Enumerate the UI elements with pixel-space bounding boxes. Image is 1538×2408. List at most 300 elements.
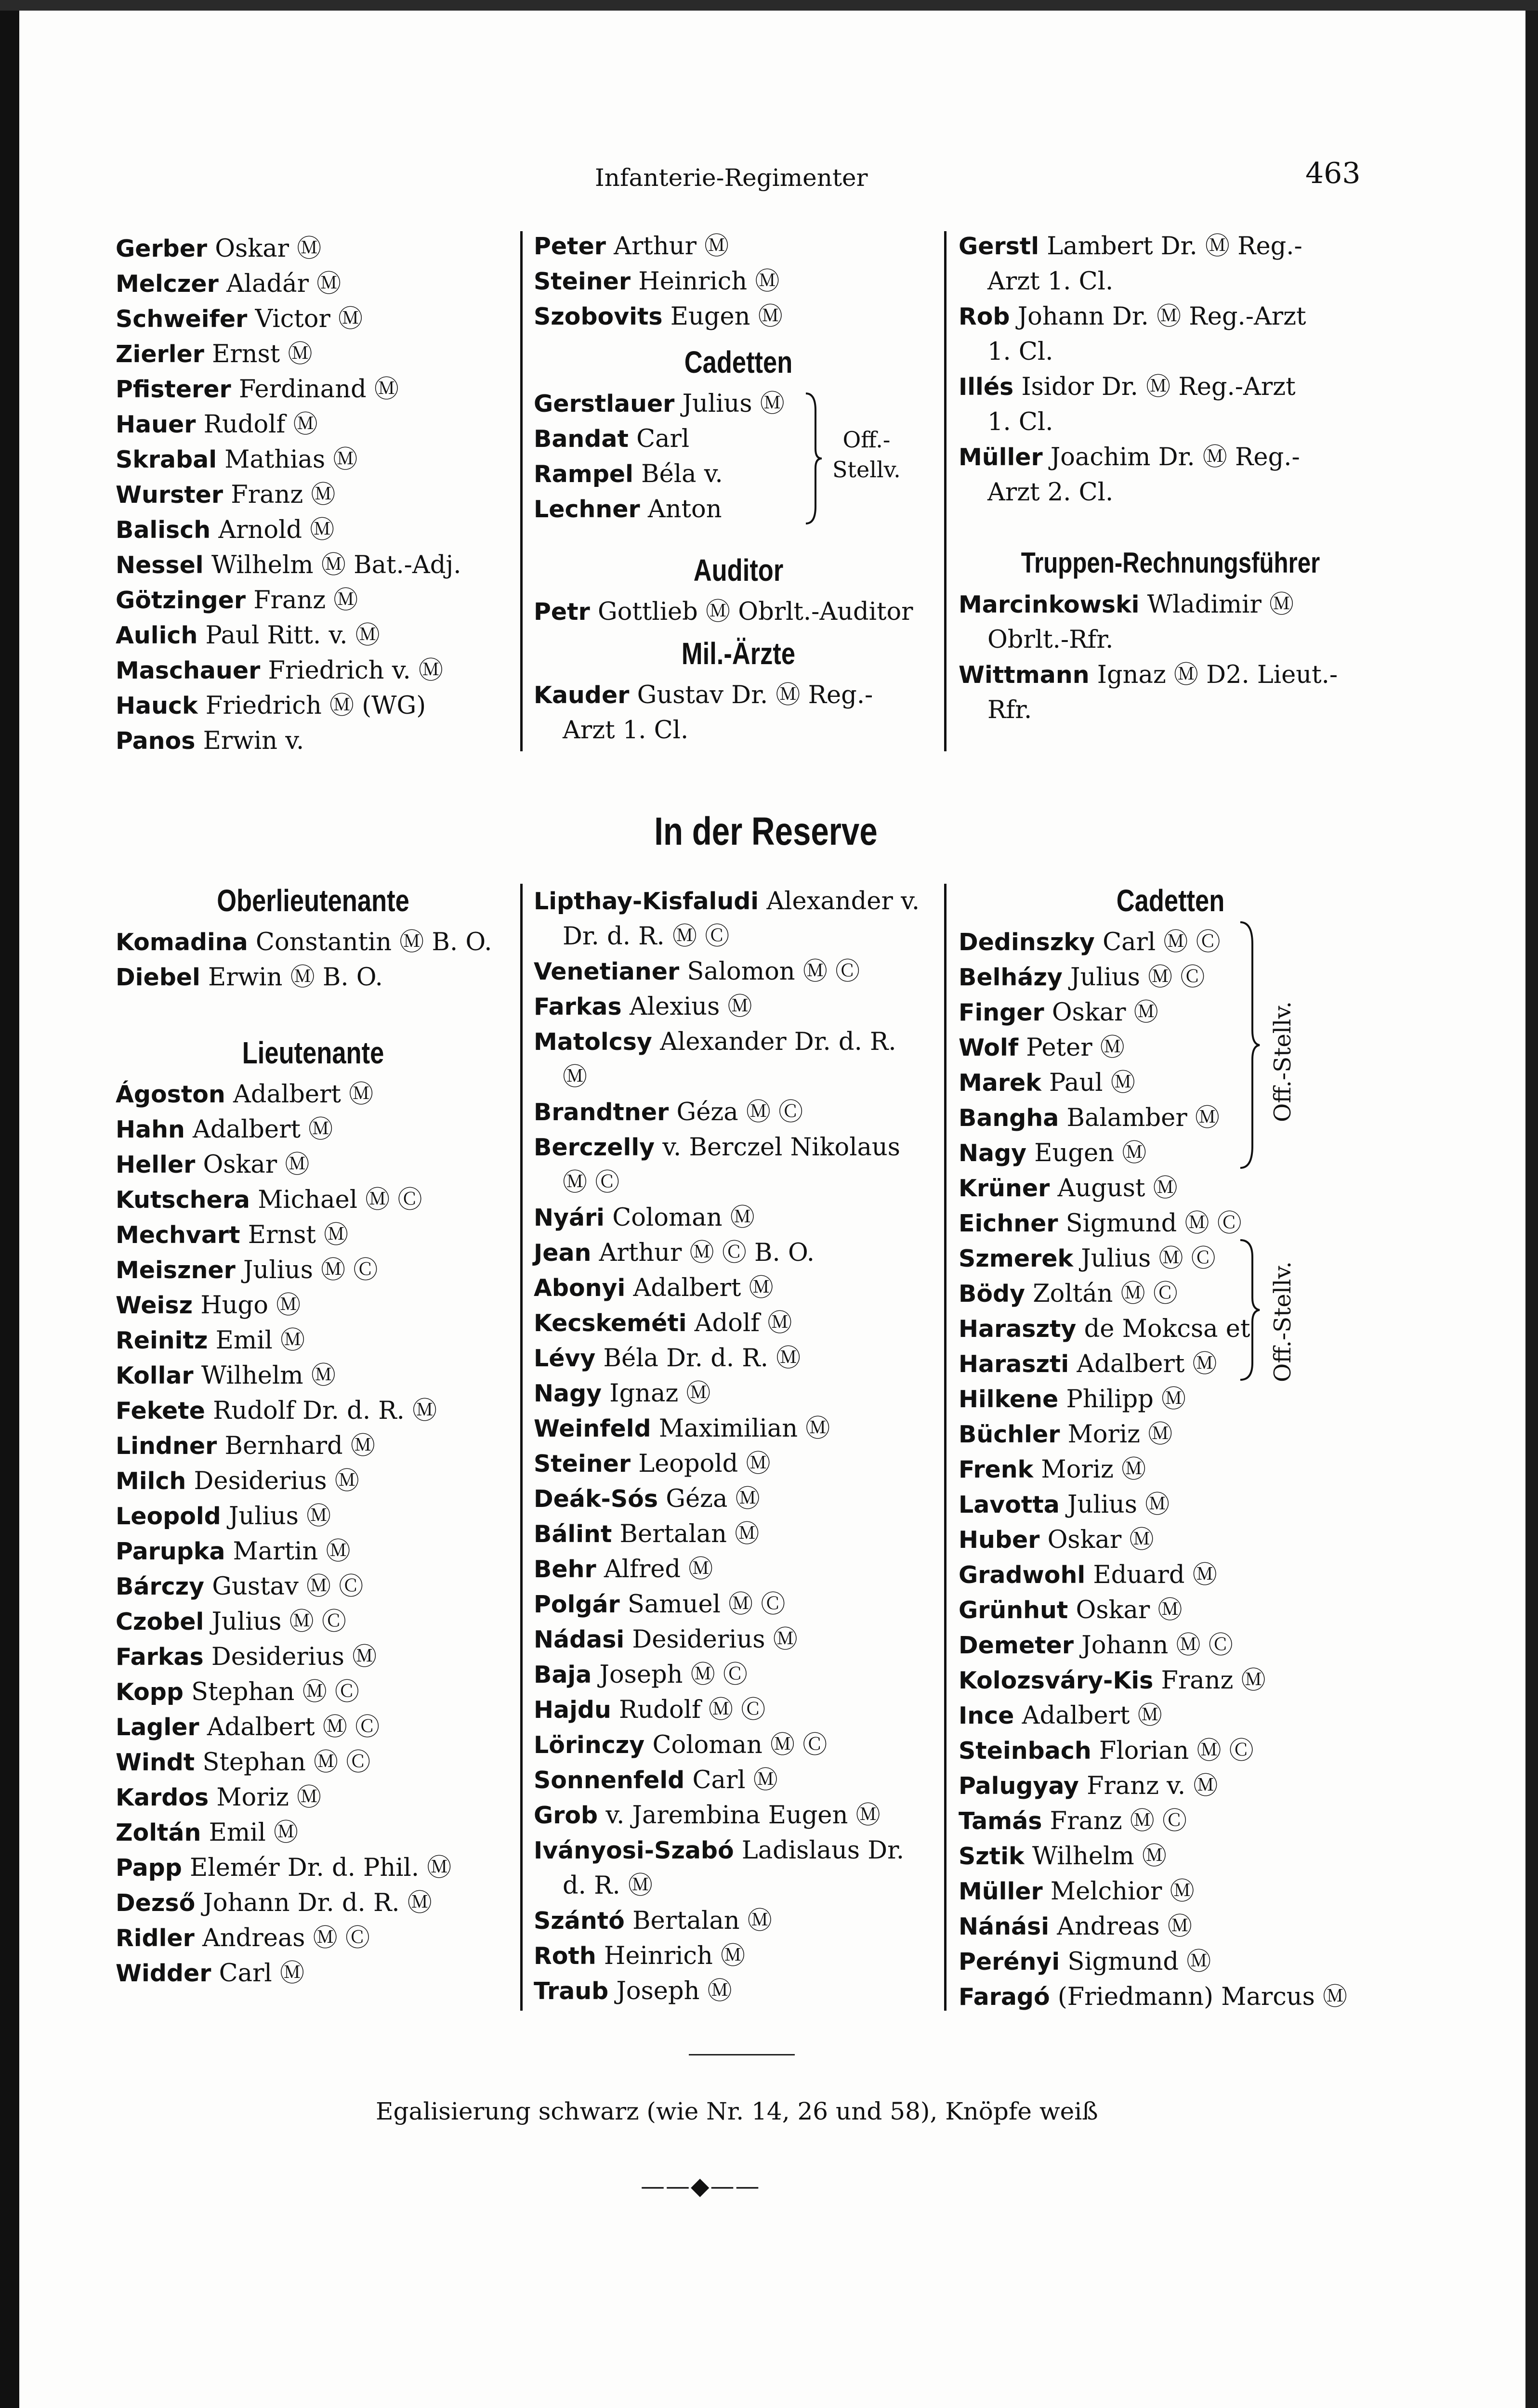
given-name: Desiderius Ⓜ (186, 1467, 359, 1495)
given-name: Oskar Ⓜ (195, 1151, 310, 1179)
surname: Marek (959, 1069, 1041, 1097)
given-name: Aladár Ⓜ (218, 270, 342, 298)
given-name: Moriz Ⓜ (1033, 1455, 1146, 1484)
surname: Polgár (534, 1591, 620, 1618)
list-item (116, 1604, 511, 1639)
list-item (534, 1235, 943, 1270)
list-item (959, 1417, 1382, 1452)
surname: Lechner (534, 496, 640, 523)
given-name: August Ⓜ (1050, 1174, 1178, 1203)
reserve-column-3 (959, 877, 1382, 2015)
given-name: Adalbert Ⓜ (225, 1080, 374, 1109)
list-item (116, 723, 511, 759)
list-item (534, 1587, 943, 1622)
list-item (959, 1628, 1382, 1663)
list-item (959, 1663, 1382, 1698)
given-name: Victor Ⓜ (247, 305, 363, 333)
list-item (534, 1446, 943, 1481)
list-item (959, 1804, 1382, 1839)
given-name: Julius Ⓜ Ⓒ (1062, 963, 1205, 992)
auditor-heading: Auditor (693, 553, 784, 588)
list-item (116, 1323, 511, 1358)
surname: Farkas (116, 1643, 204, 1671)
given-name: Ladislaus Dr. (734, 1836, 905, 1865)
page-header: Infanterie-Regimenter (595, 164, 868, 192)
list-item (116, 337, 511, 372)
given-name: Oskar Ⓜ (207, 235, 322, 263)
list-item (959, 1768, 1382, 1804)
list-item (959, 960, 1382, 995)
given-name: Desiderius Ⓜ (624, 1625, 798, 1654)
surname: Büchler (959, 1421, 1060, 1448)
given-name: Maximilian Ⓜ (651, 1414, 830, 1443)
list-item (959, 1874, 1382, 1909)
column-divider (520, 231, 523, 751)
list-item (959, 1065, 1382, 1100)
given-name: Florian Ⓜ Ⓒ (1091, 1737, 1254, 1765)
surname: Roth (534, 1942, 596, 1970)
column-divider (944, 884, 946, 2011)
reserve-column-2 (534, 884, 943, 2009)
list-item (959, 1030, 1382, 1065)
given-name: Leopold Ⓜ (631, 1450, 771, 1478)
list-item (534, 1798, 943, 1833)
list-item (534, 1938, 943, 1974)
list-item (959, 587, 1382, 622)
scan-edge-top (0, 0, 1538, 11)
given-name: Ferdinand Ⓜ (231, 375, 399, 404)
surname: Grob (534, 1802, 598, 1829)
surname: Haraszty (959, 1315, 1077, 1343)
surname: Czobel (116, 1608, 204, 1636)
given-name: Bernhard Ⓜ (217, 1432, 375, 1460)
list-item (116, 1710, 511, 1745)
surname: Maschauer (116, 657, 261, 684)
list-item: Obrlt.-Rfr. (987, 626, 1114, 654)
list-item (534, 492, 943, 527)
list-item (959, 1487, 1382, 1522)
list-item (534, 1727, 943, 1763)
list-item (534, 1024, 943, 1060)
surname: Wurster (116, 481, 223, 509)
surname: Zierler (116, 340, 204, 368)
surname: Hauer (116, 411, 196, 438)
list-item (534, 954, 943, 989)
given-name: Géza Ⓜ (658, 1485, 760, 1513)
surname: Frenk (959, 1456, 1034, 1483)
surname: Behr (534, 1556, 596, 1583)
given-name: Gustav Dr. Ⓜ Reg.- (629, 681, 873, 709)
surname: Heller (116, 1151, 196, 1178)
surname: Balisch (116, 516, 211, 544)
list-item (959, 1979, 1382, 2015)
list-item (116, 1253, 511, 1288)
given-name: Mathias Ⓜ (217, 445, 358, 474)
list-item (116, 1850, 511, 1885)
list-item (534, 229, 943, 264)
lieutenante-heading: Lieutenante (242, 1035, 384, 1070)
given-name: v. Berczel Nikolaus (655, 1133, 900, 1162)
given-name: Alexander Dr. d. R. (652, 1028, 896, 1056)
surname: Perényi (959, 1948, 1060, 1976)
list-item (959, 925, 1382, 960)
reserve-column-1 (116, 877, 511, 1991)
surname: Bandat (534, 425, 629, 453)
list-item (116, 1288, 511, 1323)
surname: Kolozsváry-Kis (959, 1667, 1154, 1694)
given-name: Eugen Ⓜ (662, 302, 783, 331)
given-name: Carl Ⓜ (211, 1959, 304, 1988)
list-item (959, 1909, 1382, 1944)
surname: Weisz (116, 1292, 193, 1319)
list-item (116, 407, 511, 442)
list-item (959, 1100, 1382, 1136)
surname: Nyári (534, 1204, 605, 1231)
list-item (116, 442, 511, 477)
surname: Hajdu (534, 1696, 611, 1724)
list-item (116, 372, 511, 407)
list-item (116, 1921, 511, 1956)
given-name: Franz v. Ⓜ (1078, 1772, 1218, 1800)
surname: Deák-Sós (534, 1485, 658, 1513)
list-item: 1. Cl. (987, 408, 1053, 436)
given-name: Eduard Ⓜ (1085, 1561, 1217, 1589)
oberlieutenante-heading: Oberlieutenante (217, 883, 409, 918)
list-item (116, 1534, 511, 1569)
given-name: v. Jarembina Eugen Ⓜ (598, 1801, 881, 1830)
surname: Brandtner (534, 1099, 669, 1126)
list-item (959, 369, 1382, 405)
list-item (534, 1763, 943, 1798)
reserve-cadetten-heading: Cadetten (1116, 883, 1225, 918)
list-item (534, 1692, 943, 1727)
surname: Bárczy (116, 1573, 205, 1600)
given-name: Elemér Dr. d. Phil. Ⓜ (182, 1854, 452, 1882)
given-name: Carl Ⓜ (684, 1766, 778, 1794)
surname: Parupka (116, 1538, 225, 1565)
given-name: Ignaz Ⓜ (602, 1379, 711, 1408)
list-item: 1. Cl. (987, 338, 1053, 366)
given-name: Franz Ⓜ (245, 586, 358, 615)
surname: Nánási (959, 1913, 1049, 1940)
list-item (116, 266, 511, 301)
page-number: 463 (1305, 157, 1361, 190)
surname: Haraszti (959, 1350, 1069, 1378)
surname: Grünhut (959, 1597, 1068, 1624)
given-name: Sigmund Ⓜ Ⓒ (1058, 1209, 1242, 1238)
list-item (534, 1270, 943, 1306)
list-item (116, 1182, 511, 1217)
surname: Bálint (534, 1520, 612, 1548)
surname: Meiszner (116, 1256, 236, 1284)
top-column-3 (959, 229, 1382, 728)
given-name: Emil Ⓜ (208, 1326, 305, 1355)
list-item (959, 1452, 1382, 1487)
given-name: Adalbert Ⓜ Ⓒ (199, 1713, 380, 1741)
given-name: Joseph Ⓜ Ⓒ (592, 1661, 748, 1689)
given-name: Wilhelm Ⓜ Bat.-Adj. (203, 551, 461, 579)
surname: Dedinszky (959, 929, 1095, 956)
given-name: Friedrich v. Ⓜ (260, 656, 443, 685)
list-item (116, 1675, 511, 1710)
list-item (534, 1657, 943, 1692)
footer-note: Egalisierung schwarz (wie Nr. 14, 26 und 58), Knöpfe weiß (376, 2097, 1098, 2125)
surname: Sztik (959, 1843, 1025, 1870)
given-name: Joachim Dr. Ⓜ Reg.- (1042, 443, 1300, 471)
list-item: Rfr. (987, 696, 1032, 724)
list-item (959, 1733, 1382, 1768)
given-name: Coloman Ⓜ Ⓒ (644, 1731, 828, 1759)
list-item (959, 1944, 1382, 1979)
surname: Zoltán (116, 1819, 201, 1846)
surname: Tamás (959, 1807, 1042, 1835)
brace-icon (1238, 1238, 1262, 1382)
cadetten-group (534, 386, 943, 527)
given-name: Alfred Ⓜ (596, 1555, 713, 1584)
list-item (116, 1569, 511, 1604)
surname: Pfisterer (116, 376, 231, 403)
list-item (116, 1112, 511, 1147)
given-name: Wladimir Ⓜ (1139, 590, 1294, 619)
list-item (959, 1522, 1382, 1557)
list-item (116, 1745, 511, 1780)
given-name: Philipp Ⓜ (1058, 1385, 1186, 1413)
given-name: Arnold Ⓜ (210, 516, 335, 544)
surname: Lipthay-Kisfaludi (534, 888, 759, 915)
list-item (959, 1593, 1382, 1628)
given-name: Rudolf Ⓜ Ⓒ (611, 1696, 766, 1724)
footer-rule (689, 2054, 795, 2055)
given-name: Andreas Ⓜ (1049, 1912, 1192, 1941)
surname: Bödy (959, 1280, 1025, 1308)
given-name: Julius Ⓜ Ⓒ (235, 1256, 378, 1284)
surname: Belházy (959, 964, 1063, 991)
surname: Ridler (116, 1924, 195, 1952)
given-name: Rudolf Ⓜ (196, 410, 318, 439)
surname: Kauder (534, 681, 630, 709)
surname: Marcinkowski (959, 591, 1140, 618)
list-item (534, 678, 943, 713)
footer-ornament: ——◆—— (641, 2172, 761, 2200)
given-name: Zoltán Ⓜ Ⓒ (1025, 1280, 1178, 1308)
surname: Gerstlauer (534, 390, 675, 418)
list-item (116, 1639, 511, 1675)
list-item (534, 1833, 943, 1868)
given-name: Rudolf Dr. d. R. Ⓜ (205, 1397, 437, 1425)
list-item (534, 884, 943, 919)
list-item (534, 1481, 943, 1517)
surname: Ágoston (116, 1081, 225, 1108)
given-name: Adalbert Ⓜ (625, 1274, 774, 1302)
given-name: Adalbert Ⓜ (1014, 1701, 1162, 1730)
surname: Götzinger (116, 587, 246, 614)
given-name: Oskar Ⓜ (1039, 1526, 1154, 1554)
given-name: Balamber Ⓜ (1059, 1104, 1220, 1132)
list-item (116, 512, 511, 548)
list-item (116, 618, 511, 653)
surname: Diebel (116, 964, 200, 991)
list-item (959, 995, 1382, 1030)
cadetten-brace-label: Off.- Stellv. (832, 427, 901, 483)
list-item (116, 1393, 511, 1428)
surname: Fekete (116, 1397, 205, 1425)
surname: Rampel (534, 460, 633, 488)
given-name: Arthur Ⓜ (605, 232, 729, 261)
surname: Jean (534, 1239, 592, 1267)
given-name: Béla Dr. d. R. Ⓜ (595, 1344, 801, 1373)
column-divider (944, 231, 946, 751)
surname: Steinbach (959, 1737, 1091, 1765)
list-item (534, 299, 943, 334)
scan-edge-left (0, 0, 19, 2408)
surname: Matolcsy (534, 1028, 652, 1056)
surname: Peter (534, 233, 606, 260)
list-item (534, 1095, 943, 1130)
list-item (534, 1552, 943, 1587)
list-item: Dr. d. R. Ⓜ Ⓒ (563, 922, 730, 951)
list-item (959, 1839, 1382, 1874)
surname: Hauck (116, 692, 198, 720)
given-name: Carl Ⓜ Ⓒ (1094, 928, 1221, 956)
surname: Panos (116, 727, 196, 755)
surname: Reinitz (116, 1327, 208, 1354)
list-item (534, 1622, 943, 1657)
surname: Lavotta (959, 1491, 1060, 1518)
list-item (116, 1428, 511, 1464)
aerzte-heading: Mil.-Ärzte (681, 636, 796, 671)
list-item: Arzt 1. Cl. (987, 267, 1114, 296)
list-item (116, 1358, 511, 1393)
given-name: Martin Ⓜ (225, 1537, 351, 1566)
list-item (116, 653, 511, 688)
surname: Kopp (116, 1678, 184, 1706)
surname: Schweifer (116, 305, 248, 333)
given-name: Stephan Ⓜ Ⓒ (195, 1748, 371, 1777)
given-name: Andreas Ⓜ Ⓒ (194, 1924, 370, 1952)
brace-label-1: Off.-Stellv. (1269, 1001, 1296, 1122)
surname: Melczer (116, 270, 219, 298)
list-item (959, 1276, 1382, 1311)
given-name: Paul Ⓜ (1041, 1069, 1135, 1097)
given-name: Adolf Ⓜ (686, 1309, 792, 1337)
given-name: Franz Ⓜ (1153, 1666, 1266, 1695)
list-item (534, 1306, 943, 1341)
surname: Demeter (959, 1632, 1074, 1659)
list-item (116, 583, 511, 618)
given-name: Johann Ⓜ Ⓒ (1074, 1631, 1233, 1660)
list-item (116, 477, 511, 512)
given-name: Franz Ⓜ (223, 481, 336, 509)
list-item (959, 1311, 1382, 1347)
list-item (534, 264, 943, 299)
given-name: Johann Dr. d. R. Ⓜ (195, 1889, 432, 1917)
list-item: d. R. Ⓜ (563, 1871, 653, 1900)
surname: Illés (959, 373, 1014, 401)
given-name: Ignaz Ⓜ D2. Lieut.- (1089, 661, 1338, 689)
brace-label-2: Off.-Stellv. (1269, 1261, 1296, 1382)
given-name: Adalbert Ⓜ (184, 1115, 333, 1144)
list-item (959, 1206, 1382, 1241)
surname: Aulich (116, 622, 198, 649)
rechnung-heading: Truppen-Rechnungsführer (1021, 547, 1320, 579)
given-name: Franz Ⓜ Ⓒ (1042, 1807, 1187, 1835)
given-name: Eugen Ⓜ (1026, 1139, 1147, 1167)
given-name: Stephan Ⓜ Ⓒ (183, 1678, 359, 1706)
surname: Ince (959, 1702, 1014, 1729)
given-name: Ernst Ⓜ (204, 340, 313, 368)
list-item (534, 594, 943, 629)
surname: Gerstl (959, 233, 1039, 260)
surname: Weinfeld (534, 1415, 651, 1442)
surname: Szobovits (534, 303, 663, 330)
given-name: Gottlieb Ⓜ Obrlt.-Auditor (590, 598, 913, 626)
given-name: Béla v. (633, 460, 723, 488)
given-name: Julius Ⓜ Ⓒ (1073, 1244, 1216, 1273)
given-name: Bertalan Ⓜ (624, 1907, 772, 1935)
surname: Müller (959, 444, 1043, 471)
given-name: (Friedmann) Marcus Ⓜ (1050, 1983, 1348, 2011)
list-item (116, 1499, 511, 1534)
surname: Mechvart (116, 1221, 240, 1249)
given-name: Paul Ritt. v. Ⓜ (197, 621, 380, 650)
surname: Petr (534, 598, 590, 626)
surname: Lagler (116, 1714, 199, 1741)
list-item: Arzt 1. Cl. (563, 716, 689, 745)
surname: Rob (959, 303, 1010, 330)
surname: Lévy (534, 1345, 596, 1372)
surname: Steiner (534, 268, 631, 295)
surname: Nagy (959, 1139, 1027, 1167)
given-name: Bertalan Ⓜ (612, 1520, 760, 1548)
surname: Szmerek (959, 1245, 1074, 1272)
surname: Hahn (116, 1116, 185, 1143)
top-column-2 (534, 229, 943, 748)
surname: Lindner (116, 1432, 217, 1460)
given-name: Samuel Ⓜ Ⓒ (619, 1590, 786, 1619)
surname: Skrabal (116, 446, 217, 473)
list-item (116, 688, 511, 723)
given-name: Michael Ⓜ Ⓒ (250, 1186, 422, 1214)
list-item (534, 386, 943, 421)
given-name: Erwin Ⓜ B. O. (200, 963, 383, 992)
surname: Sonnenfeld (534, 1767, 685, 1794)
given-name: Erwin v. (195, 727, 304, 755)
given-name: Heinrich Ⓜ (596, 1942, 746, 1970)
given-name: Constantin Ⓜ B. O. (248, 928, 492, 956)
given-name: Moriz Ⓜ (209, 1783, 322, 1812)
list-item (534, 1903, 943, 1938)
surname: Gradwohl (959, 1561, 1086, 1589)
reserve-heading: In der Reserve (654, 810, 878, 853)
brace-icon (803, 391, 823, 526)
given-name: Peter Ⓜ (1018, 1034, 1125, 1062)
surname: Hilkene (959, 1386, 1059, 1413)
surname: Nagy (534, 1380, 602, 1407)
given-name: Alexius Ⓜ (621, 993, 752, 1021)
list-item (959, 440, 1382, 475)
list-item (959, 1557, 1382, 1593)
given-name: Géza Ⓜ Ⓒ (669, 1098, 803, 1126)
given-name: Lambert Dr. Ⓜ Reg.- (1039, 232, 1302, 261)
list-item (959, 1171, 1382, 1206)
given-name: Friedrich Ⓜ (WG) (197, 692, 426, 720)
surname: Bangha (959, 1104, 1059, 1132)
surname: Faragó (959, 1983, 1050, 2011)
list-item (534, 989, 943, 1024)
surname: Müller (959, 1878, 1043, 1905)
given-name: Wilhelm Ⓜ (193, 1361, 336, 1390)
surname: Baja (534, 1661, 592, 1688)
